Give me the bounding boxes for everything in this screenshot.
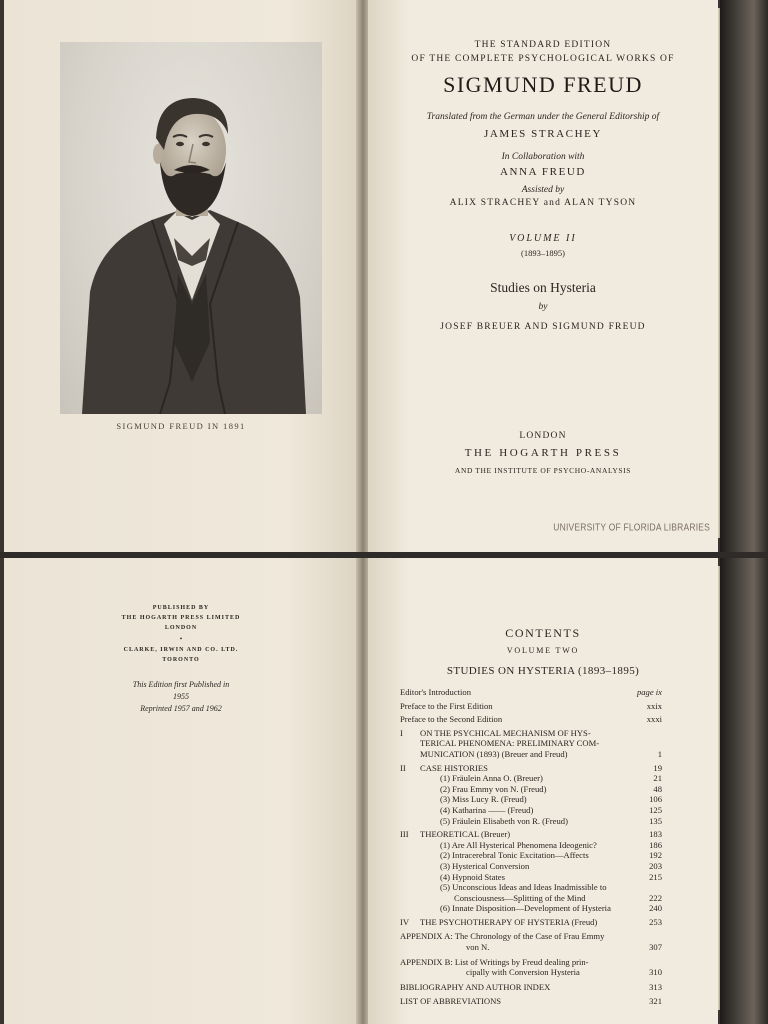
toc-subsection-entry [400, 872, 662, 883]
toc-page-number [632, 773, 662, 784]
toc-page-value: 310 [649, 967, 662, 978]
toc-entry-text: (1) Fräulein Anna O. (Breuer) [440, 773, 543, 784]
co-publisher: CLARKE, IRWIN AND CO. LTD. [123, 647, 239, 653]
toc-subsection-entry [400, 850, 662, 861]
toc-subsection-entry [400, 861, 662, 872]
toc-appendix-entry [400, 967, 662, 978]
toc-page-value: 48 [653, 783, 662, 794]
toc-entry-text: (3) Hysterical Conversion [440, 860, 530, 871]
toc-page-prefix: page [636, 687, 656, 697]
toc-front-entry [400, 687, 662, 698]
first-published: This Edition first Published in [132, 680, 230, 689]
toc-section-number: III [400, 829, 409, 840]
authors-line: JOSEF BREUER AND SIGMUND FREUD [440, 322, 646, 332]
collaborator-name: ANNA FREUD [500, 166, 586, 178]
toc-page-number [632, 861, 662, 872]
assistants-names: ALIX STRACHEY and ALAN TYSON [449, 198, 637, 208]
collab-line: In Collaboration with [501, 152, 585, 162]
toc-entry-text: THEORETICAL (Breuer) [420, 829, 511, 840]
toc-page-number [632, 714, 662, 725]
toc-page-value: 21 [653, 773, 662, 784]
edition-line-2: OF THE COMPLETE PSYCHOLOGICAL WORKS OF [411, 54, 675, 64]
toc-page-value: 203 [649, 860, 662, 871]
toc-entry-text: BIBLIOGRAPHY AND AUTHOR INDEX [400, 981, 551, 992]
toc-appendix-entry [400, 996, 662, 1007]
toc-page-value: 313 [649, 981, 662, 992]
publisher-name: THE HOGARTH PRESS [464, 447, 622, 459]
editor-name: JAMES STRACHEY [483, 128, 603, 140]
toc-entry-text: Preface to the First Edition [400, 700, 493, 711]
toc-entry-text: (2) Intracerebral Tonic Excitation—Affects [440, 850, 589, 861]
toc-subsection-entry [400, 893, 662, 904]
imprint-city-1: LONDON [164, 625, 198, 631]
toc-section-number: II [400, 762, 406, 773]
toc-entry-text: CASE HISTORIES [420, 762, 488, 773]
toc-page-number [632, 967, 662, 978]
translated-line: Translated from the German under the General Editorship of [426, 112, 660, 122]
toc-entry-text: (4) Katharina —— (Freud) [440, 804, 534, 815]
imprint-page [4, 558, 358, 1024]
toc-subsection-entry [400, 903, 662, 914]
portrait-illustration [60, 42, 322, 414]
toc-section-number: IV [400, 916, 410, 927]
toc-front-entry [400, 714, 662, 725]
toc-page-value: 192 [649, 850, 662, 861]
toc-page-value: ix [655, 687, 662, 697]
by-line: by [538, 302, 548, 312]
toc-subsection-entry [400, 882, 662, 893]
toc-page-number [632, 917, 662, 928]
volume-label: VOLUME II [509, 233, 577, 244]
toc-section-heading [400, 738, 662, 749]
assisted-line: Assisted by [521, 185, 565, 195]
contents-volume: VOLUME TWO [506, 646, 580, 655]
frontispiece-page [4, 0, 358, 552]
toc-page-number [632, 840, 662, 851]
toc-page-value: 240 [649, 903, 662, 914]
toc-page-number [632, 872, 662, 883]
toc-page-value: 1 [657, 748, 662, 759]
reprinted-line: Reprinted 1957 and 1962 [140, 704, 222, 713]
toc-subsection-entry [400, 816, 662, 827]
work-title: Studies on Hysteria [490, 280, 596, 295]
toc-entry-text: (1) Are All Hysterical Phenomena Ideogenic? [440, 839, 597, 850]
toc-page-value: 186 [649, 839, 662, 850]
toc-subsection-entry [400, 794, 662, 805]
toc-entry-text: APPENDIX B: List of Writings by Freud dealing prin- [400, 956, 589, 967]
title-page [368, 0, 718, 552]
toc-page-number [632, 701, 662, 712]
toc-page-number [632, 893, 662, 904]
toc-page-number [632, 903, 662, 914]
toc-entry-text: (3) Miss Lucy R. (Freud) [440, 794, 527, 805]
toc-subsection-entry [400, 840, 662, 851]
toc-page-value: 321 [649, 996, 662, 1007]
contents-title: STUDIES ON HYSTERIA (1893–1895) [446, 665, 640, 677]
author-name: SIGMUND FREUD [443, 72, 643, 97]
toc-subsection-entry [400, 773, 662, 784]
published-by: PUBLISHED BY [152, 605, 210, 611]
toc-entry-text: (2) Frau Emmy von N. (Freud) [440, 783, 547, 794]
toc-page-value: 307 [649, 942, 662, 953]
toc-section-heading [400, 763, 662, 774]
toc-entry-text: Consciousness—Splitting of the Mind [454, 892, 586, 903]
toc-appendix-entry [400, 957, 662, 968]
toc-entry-text: APPENDIX A: The Chronology of the Case of Frau Emmy [400, 931, 605, 942]
toc-section-heading [400, 917, 662, 928]
book-cover-edge-lower [720, 558, 768, 1024]
toc-entry-text: von N. [466, 942, 490, 953]
toc-section-heading [400, 728, 662, 739]
book-cover-edge [720, 0, 768, 552]
toc-page-value: 135 [649, 815, 662, 826]
toc-page-number [632, 829, 662, 840]
toc-appendix-entry [400, 942, 662, 953]
toc-section-heading [400, 829, 662, 840]
toc-subsection-entry [400, 784, 662, 795]
toc-page-value: 125 [649, 804, 662, 815]
toc-page-value: xxxi [646, 714, 662, 725]
toc-page-number [618, 687, 662, 698]
toc-page-number [632, 850, 662, 861]
toc-subsection-entry [400, 805, 662, 816]
toc-entry-text: TERICAL PHENOMENA: PRELIMINARY COM- [420, 738, 600, 749]
bottom-spread [0, 558, 768, 1024]
toc-page-value: 253 [649, 916, 662, 927]
imprint-bullet: • [179, 635, 183, 643]
toc-page-number [632, 816, 662, 827]
toc-page-number [632, 784, 662, 795]
toc-page-number [632, 749, 662, 760]
toc-section-number: I [400, 727, 403, 738]
portrait-caption: SIGMUND FREUD IN 1891 [116, 421, 246, 431]
toc-entry-text: (6) Innate Disposition—Development of Hysteria [440, 903, 611, 914]
toc-appendix-entry [400, 982, 662, 993]
toc-page-number [632, 794, 662, 805]
toc-entry-text: LIST OF ABBREVIATIONS [400, 996, 502, 1007]
toc-entry-text: (5) Unconscious Ideas and Ideas Inadmissible to [440, 882, 607, 893]
volume-years: (1893–1895) [521, 248, 565, 258]
toc-page-number [632, 763, 662, 774]
toc-entry-text: MUNICATION (1893) (Breuer and Freud) [420, 748, 568, 759]
toc-page-number [632, 942, 662, 953]
publisher-city: LONDON [519, 431, 567, 441]
toc-page-value: 222 [649, 892, 662, 903]
toc-entry-text: cipally with Conversion Hysteria [466, 967, 580, 978]
institute-line: AND THE INSTITUTE OF PSYCHO-ANALYSIS [454, 466, 632, 475]
toc-entry-text: (5) Fräulein Elisabeth von R. (Freud) [440, 815, 568, 826]
portrait-photo [60, 42, 322, 414]
first-year: 1955 [173, 692, 189, 701]
library-stamp: UNIVERSITY OF FLORIDA LIBRARIES [553, 521, 710, 533]
toc-entry-text: Editor's Introduction [400, 687, 472, 697]
toc-entry-text: THE PSYCHOTHERAPY OF HYSTERIA (Freud) [420, 916, 598, 927]
publisher-ltd: THE HOGARTH PRESS LIMITED [121, 615, 241, 621]
toc-page-number [632, 805, 662, 816]
table-of-contents [400, 687, 662, 1007]
toc-entry-text: ON THE PSYCHICAL MECHANISM OF HYS- [420, 727, 591, 738]
toc-page-value: 183 [649, 829, 662, 840]
toc-page-number [632, 982, 662, 993]
imprint-city-2: TORONTO [162, 657, 200, 663]
toc-page-number [632, 996, 662, 1007]
toc-appendix-entry [400, 931, 662, 942]
toc-entry-text: (4) Hypnoid States [440, 871, 505, 882]
toc-page-value: xxix [646, 700, 662, 711]
toc-page-value: 215 [649, 871, 662, 882]
toc-front-entry [400, 701, 662, 712]
toc-entry-text: Preface to the Second Edition [400, 714, 503, 725]
toc-page-value: 106 [649, 794, 662, 805]
contents-heading: CONTENTS [505, 626, 581, 640]
edition-line-1: THE STANDARD EDITION [474, 40, 612, 50]
toc-section-heading [400, 749, 662, 760]
toc-page-value: 19 [653, 762, 662, 773]
